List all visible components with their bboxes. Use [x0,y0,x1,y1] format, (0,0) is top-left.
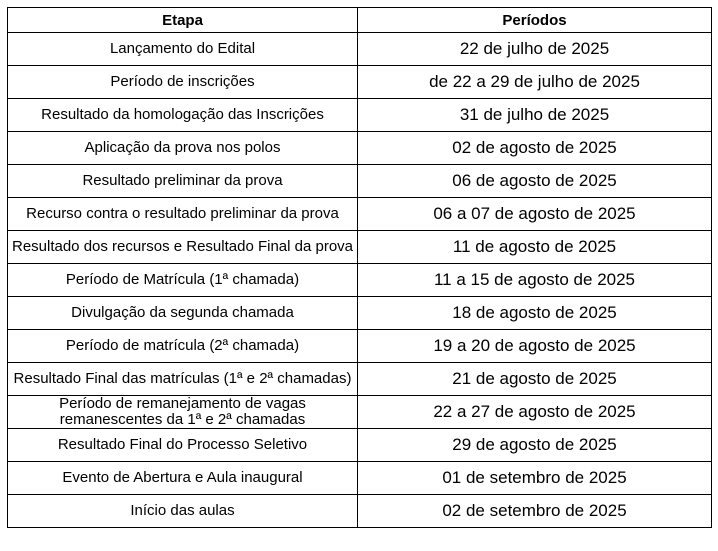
periodo-cell: 22 de julho de 2025 [358,33,712,66]
periodo-cell: 01 de setembro de 2025 [358,462,712,495]
periodo-cell: 02 de setembro de 2025 [358,495,712,528]
schedule-table-body [8,33,712,528]
table-row [8,330,712,363]
etapa-cell: Resultado Final do Processo Seletivo [8,429,358,462]
periodo-cell: 21 de agosto de 2025 [358,363,712,396]
periodo-cell: 19 a 20 de agosto de 2025 [358,330,712,363]
header-row [8,8,712,33]
header-etapa: Etapa [8,8,358,33]
etapa-cell: Aplicação da prova nos polos [8,132,358,165]
schedule-table [7,7,712,528]
table-row [8,66,712,99]
header-periodos: Períodos [358,8,712,33]
etapa-cell: Evento de Abertura e Aula inaugural [8,462,358,495]
periodo-cell: de 22 a 29 de julho de 2025 [358,66,712,99]
periodo-cell: 29 de agosto de 2025 [358,429,712,462]
etapa-cell: Resultado da homologação das Inscrições [8,99,358,132]
etapa-cell: Resultado Final das matrículas (1ª e 2ª chamadas) [8,363,358,396]
table-row [8,198,712,231]
table-row [8,462,712,495]
table-row [8,396,712,429]
etapa-cell: Período de Matrícula (1ª chamada) [8,264,358,297]
table-row [8,132,712,165]
etapa-cell: Período de matrícula (2ª chamada) [8,330,358,363]
periodo-cell: 18 de agosto de 2025 [358,297,712,330]
table-row [8,99,712,132]
table-row [8,429,712,462]
periodo-cell: 11 de agosto de 2025 [358,231,712,264]
etapa-cell: Divulgação da segunda chamada [8,297,358,330]
table-row [8,33,712,66]
etapa-cell: Início das aulas [8,495,358,528]
periodo-cell: 22 a 27 de agosto de 2025 [358,396,712,429]
table-row [8,363,712,396]
table-row [8,231,712,264]
etapa-cell: Lançamento do Edital [8,33,358,66]
table-row [8,297,712,330]
table-row [8,165,712,198]
periodo-cell: 02 de agosto de 2025 [358,132,712,165]
periodo-cell: 06 a 07 de agosto de 2025 [358,198,712,231]
etapa-cell: Resultado dos recursos e Resultado Final da prova [8,231,358,264]
schedule-table-header [8,8,712,33]
periodo-cell: 06 de agosto de 2025 [358,165,712,198]
table-row [8,264,712,297]
periodo-cell: 31 de julho de 2025 [358,99,712,132]
etapa-cell: Resultado preliminar da prova [8,165,358,198]
etapa-cell: Período de remanejamento de vagas remanescentes da 1ª e 2ª chamadas [8,396,358,429]
periodo-cell: 11 a 15 de agosto de 2025 [358,264,712,297]
etapa-cell: Recurso contra o resultado preliminar da prova [8,198,358,231]
etapa-cell: Período de inscrições [8,66,358,99]
table-row [8,495,712,528]
